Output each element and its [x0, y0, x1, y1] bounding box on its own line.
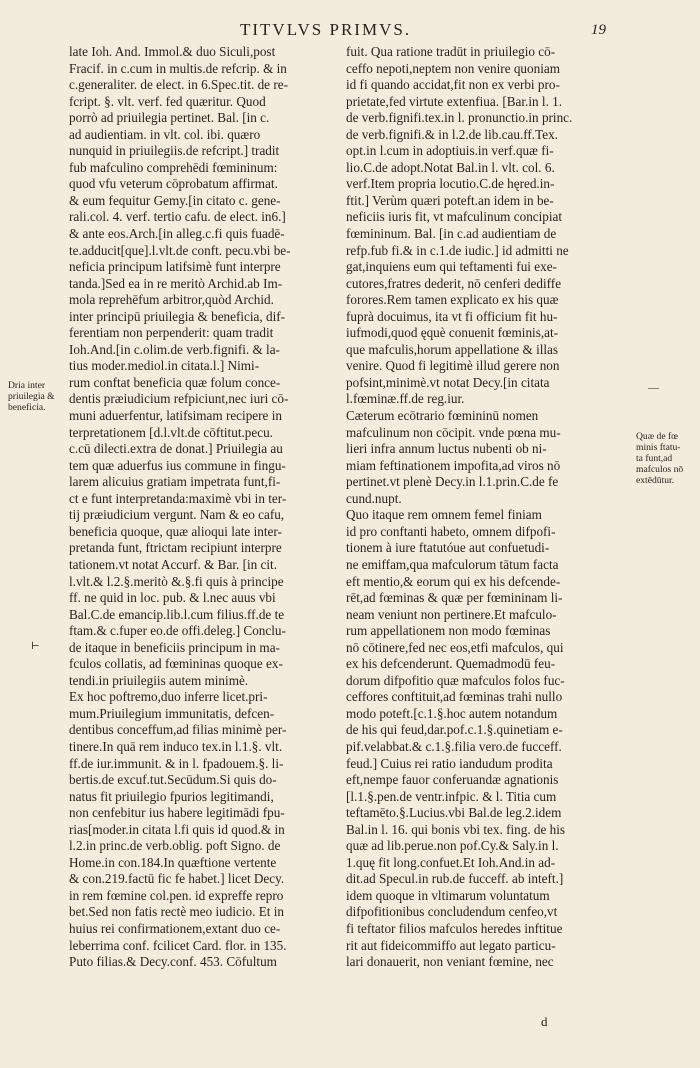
text-line: mum.Priuilegium immunitatis, defcen-: [69, 705, 275, 721]
text-line: rias[moder.in citata l.fi quis id quod.& in: [69, 821, 285, 837]
text-line: fub mafculino comprehēdi fœmininum:: [69, 159, 278, 175]
text-line: ceffo nepoti,neptem non venire quoniam: [346, 60, 560, 76]
marginal-note-line: ta funt,ad: [636, 453, 673, 464]
text-line: late Ioh. And. Immol.& duo Siculi,post: [69, 44, 276, 59]
text-line: nunquid in priuilegiis.de refcript.] tradit: [69, 143, 280, 159]
text-line: & ante eos.Arch.[in alleg.c.fi quis fuadē-: [69, 226, 285, 242]
text-line: pif.velabbat.& c.1.§.filia vero.de fucceff.: [346, 738, 562, 754]
text-line: opt.in l.cum in adoptiuis.in verf.quæ fi-: [346, 143, 554, 159]
text-line: venire. Quod fi legitimè illud gerere non: [346, 358, 560, 374]
text-line: te.adducit[que].l.vlt.de conft. pecu.vbi be-: [69, 242, 291, 258]
text-line: ex his defcenderunt. Quemadmodū feu-: [346, 656, 556, 672]
text-line: de verb.fignifi.tex.in l. pronunctio.in princ.: [346, 110, 573, 126]
text-line: tem quæ aduerfus ius commune in fingu-: [69, 457, 286, 473]
text-line: fœmininum. Bal. [in c.ad audientiam de: [346, 226, 557, 242]
text-line: lio.C.de adopt.Notat Bal.in l. vlt. col. 6.: [346, 159, 555, 175]
text-line: rit aut fideicommiffo aut legato particu-: [346, 937, 556, 953]
text-line: fi teftator filios mafculos heredes inftitue: [346, 920, 563, 936]
text-line: dentibus conceffum,ad filias minimè per-: [69, 722, 287, 738]
text-line: mafculinum non cōcipit. vnde pœna mu-: [346, 424, 561, 440]
text-line: idem quoque in vltimarum voluntatum: [346, 887, 550, 903]
text-line: pofsint,minimè.vt notat Decy.[in citata: [346, 374, 550, 390]
text-line: & con.219.factū fic fe habet.] licet Decy.: [69, 871, 285, 887]
text-line: bertis.de excuf.tut.Secūdum.Si quis do-: [69, 772, 277, 788]
text-line: neam veniunt non pertinere.Et mafculo-: [346, 606, 557, 622]
text-line: lieri infra annum luctus nubenti ob ni-: [346, 441, 547, 457]
text-line: natus fit priuilegio fpurios legitimandi,: [69, 788, 274, 804]
text-line: 1.quę fit long.confuet.Et Ioh.And.in ad-: [346, 854, 556, 870]
text-line: eft,nempe fauor conferuandæ agnationis: [346, 772, 559, 788]
text-line: in rem fœmine col.pen. id expreffe repro: [69, 887, 284, 903]
text-line: miam feftinationem impofita,ad viros nō: [346, 457, 561, 473]
text-line: neficia principum latifsimè funt interpre: [69, 259, 281, 275]
right-text-column: [346, 44, 608, 971]
text-line: prietate,fed virtute extenfiua. [Bar.in l. 1.: [346, 93, 563, 109]
text-line: ad audientiam. in vlt. col. ibi. quæro: [69, 126, 261, 142]
text-line: tationem.vt notat Accurf. & Bar. [in cit.: [69, 556, 278, 572]
text-line: de verb.fignifi.& in l.2.de lib.cau.ff.Tex.: [346, 126, 558, 142]
text-line: gat,inquiens eum qui teftamenti fui exe-: [346, 259, 557, 275]
text-line: Home.in con.184.In quæftione vertente: [69, 854, 277, 870]
page-number: 19: [591, 22, 606, 38]
text-line: Cæterum ecōtrario fœmininū nomen: [346, 408, 539, 424]
text-line: tius moder.mediol.in citata.l.] Nimi-: [69, 358, 260, 374]
text-line: teftamēto.§.Lucius.vbi Bal.de leg.2.idem: [346, 805, 562, 821]
marginal-note-line: priuilegia &: [8, 391, 55, 402]
text-line: leberrima conf. fcilicet Card. flor. in 135.: [69, 937, 287, 953]
text-line: fuprà docuimus, ita vt fi officium fit hu-: [346, 308, 558, 324]
text-line: huius rei confirmationem,extant duo ce-: [69, 920, 281, 936]
text-line: muni aduerfentur, latifsimam recipere in: [69, 408, 282, 424]
text-line: Fracif. in c.cum in multis.de refcrip. & in: [69, 60, 287, 76]
text-line: verf.Item propria locutio.C.de hęred.in-: [346, 176, 555, 192]
text-line: rali.col. 4. verf. tertio cafu. de elect. in6.]: [69, 209, 286, 225]
text-line: fcript. §. vlt. verf. fed quæritur. Quod: [69, 93, 266, 109]
text-line: c.generaliter. de elect. in 6.Spec.tit. de re-: [69, 77, 288, 93]
text-line: dit.ad Specul.in rub.de fucceff. ab inteft.]: [346, 871, 564, 887]
marginal-note-line: extēdūtur.: [636, 475, 675, 486]
text-line: refp.fub fi.& in c.1.de iudic.] id admitti ne: [346, 242, 569, 258]
text-line: ne emiffam,qua mafculorum tātum facta: [346, 556, 559, 572]
text-line: cutores,fratres dederit, nō cenferi dediffe: [346, 275, 562, 291]
left-marginal-note: [8, 380, 55, 413]
text-line: non cenfebitur ius habere legitimādi fpu-: [69, 805, 285, 821]
marginal-note-line: mafculos nō: [636, 464, 684, 475]
marginal-note-line: Dria inter: [8, 380, 46, 391]
text-line: Quo itaque rem omnem femel finiam: [346, 507, 542, 523]
running-title: TITVLVS PRIMVS.: [240, 20, 412, 39]
text-line: nō cōtinere,fed nec eos,etfi mafculos, qui: [346, 639, 564, 655]
marginal-note-line: minis ftatu-: [636, 442, 681, 453]
text-line: tanda.]Sed ea in re meritò Archid.ab Im-: [69, 275, 283, 291]
text-line: terpretationem [d.l.vlt.de cōftitut.pecu.: [69, 424, 273, 440]
text-line: forores.Rem tamen explicato ex his quæ: [346, 292, 559, 308]
text-line: tij præiudicium vergunt. Nam & eo cafu,: [69, 507, 285, 523]
margin-dash: —: [648, 382, 659, 394]
text-line: modo poteft.[c.1.§.hoc autem notandum: [346, 705, 558, 721]
text-line: ftam.& c.fuper eo.de offi.deleg.] Conclu-: [69, 623, 286, 639]
text-line: ct e funt interpretanda:maximè vbi in ter-: [69, 490, 287, 506]
marginal-note-line: Quæ de fœ: [636, 431, 679, 442]
text-line: l.fœminæ.ff.de reg.iur.: [346, 391, 465, 407]
text-line: fculos collatis, ad fœmininas quoque ex-: [69, 656, 283, 672]
text-line: dentis præiudicium refpiciunt,nec iuri cō-: [69, 391, 289, 407]
text-line: pertinet.vt plenè Decy.in l.1.prin.C.de fe: [346, 474, 559, 490]
text-line: lari donauerit, non veniant fœmine, nec: [346, 954, 554, 970]
text-line: ff.de iur.immunit. & in l. fpadouem.§. li-: [69, 755, 284, 771]
text-line: Ex hoc poftremo,duo inferre licet.pri-: [69, 689, 268, 705]
right-marginal-note: [636, 431, 683, 486]
text-line: & eum fequitur Gemy.[in citato c. gene-: [69, 192, 281, 208]
text-line: de itaque in beneficiis principum in ma-: [69, 639, 280, 655]
text-line: quod vfu veterum cōprobatum affirmat.: [69, 176, 278, 192]
text-line: [l.1.§.pen.de ventr.infpic. & l. Titia cum: [346, 788, 557, 804]
text-line: Puto filias.& Decy.conf. 453. Cōfultum: [69, 954, 277, 970]
text-line: Bal.C.de emancip.lib.l.cum filius.ff.de te: [69, 606, 285, 622]
text-line: fuit. Qua ratione tradūt in priuilegio cō-: [346, 44, 556, 59]
text-line: quæ ad lib.perue.non pof.Cy.& Saly.in l.: [346, 838, 559, 854]
text-line: tendi.in priuilegiis autem minimè.: [69, 672, 249, 688]
signature-mark: d: [541, 1014, 548, 1029]
left-text-column: [69, 44, 331, 971]
text-line: eft mentio,& eorum qui ex his defcende-: [346, 573, 561, 589]
text-line: l.vlt.& l.2.§.meritò &.§.fi quis à principe: [69, 573, 284, 589]
text-line: ferentiam non perpenderit: quam tradit: [69, 325, 274, 341]
text-line: ftit.] Verùm quæri poteft.an idem in be-: [346, 192, 554, 208]
text-line: Ioh.And.[in c.olim.de verb.fignifi. & la-: [69, 341, 280, 357]
text-line: pretanda funt, ftrictam recipiunt interpre: [69, 540, 282, 556]
text-line: dorum difpofitio quæ mafculos folos fuc-: [346, 672, 565, 688]
text-line: iufmodi,quod ęquè conuenit fœminis,at-: [346, 325, 559, 341]
text-line: larem alicuius gratiam impetrata funt,fi-: [69, 474, 281, 490]
text-line: Bal.in l. 16. qui bonis vbi tex. fing. de his: [346, 821, 566, 837]
marginal-note-line: beneficia.: [8, 402, 46, 413]
margin-mark: ⊢: [31, 641, 40, 652]
text-line: difpofitionibus concludendum cenfeo,vt: [346, 904, 558, 920]
text-line: ff. ne quid in loc. pub. & l.nec auus vbi: [69, 590, 276, 606]
text-line: que mafculis,horum appellatione & illas: [346, 341, 559, 357]
text-line: cund.nupt.: [346, 490, 402, 506]
text-line: id pro conftanti habeto, omnem difpofi-: [346, 523, 556, 539]
text-line: de his qui feud,dar.pof.c.1.§.quinetiam e-: [346, 722, 563, 738]
text-line: beneficia quoque, quæ alioqui late inter-: [69, 523, 282, 539]
text-line: c.cū dilecti.extra de donat.] Priuilegia au: [69, 441, 283, 457]
text-line: bet.Sed non fatis rectè meo iudicio. Et in: [69, 904, 284, 920]
text-line: mola reprehēfum arbitror,quòd Archid.: [69, 292, 274, 308]
text-line: rēt,ad fœminas & quæ per fœmininam li-: [346, 590, 563, 606]
text-line: tinere.In quā rem induco tex.in l.1.§. vlt.: [69, 738, 283, 754]
text-line: inter principū priuilegia & beneficia, dif-: [69, 308, 286, 324]
text-line: id fi quando accidat,fit non ex verbi pro-: [346, 77, 560, 93]
text-line: tionem à iure ftatutóue aut confuetudi-: [346, 540, 550, 556]
text-line: porrò ad priuilegia pertinet. Bal. [in c.: [69, 110, 270, 126]
text-line: l.2.in princ.de verb.oblig. poft Signo. de: [69, 838, 281, 854]
text-line: feud.] Cuius rei ratio iandudum prodita: [346, 755, 553, 771]
text-line: rum conftat beneficia quæ folum conce-: [69, 374, 281, 390]
text-line: neficiis iuris fit, vt mafculinum concipiat: [346, 209, 563, 225]
text-line: rum appellationem non modo fœminas: [346, 623, 551, 639]
text-line: ceffores conftituit,ad fœminas trahi nullo: [346, 689, 563, 705]
